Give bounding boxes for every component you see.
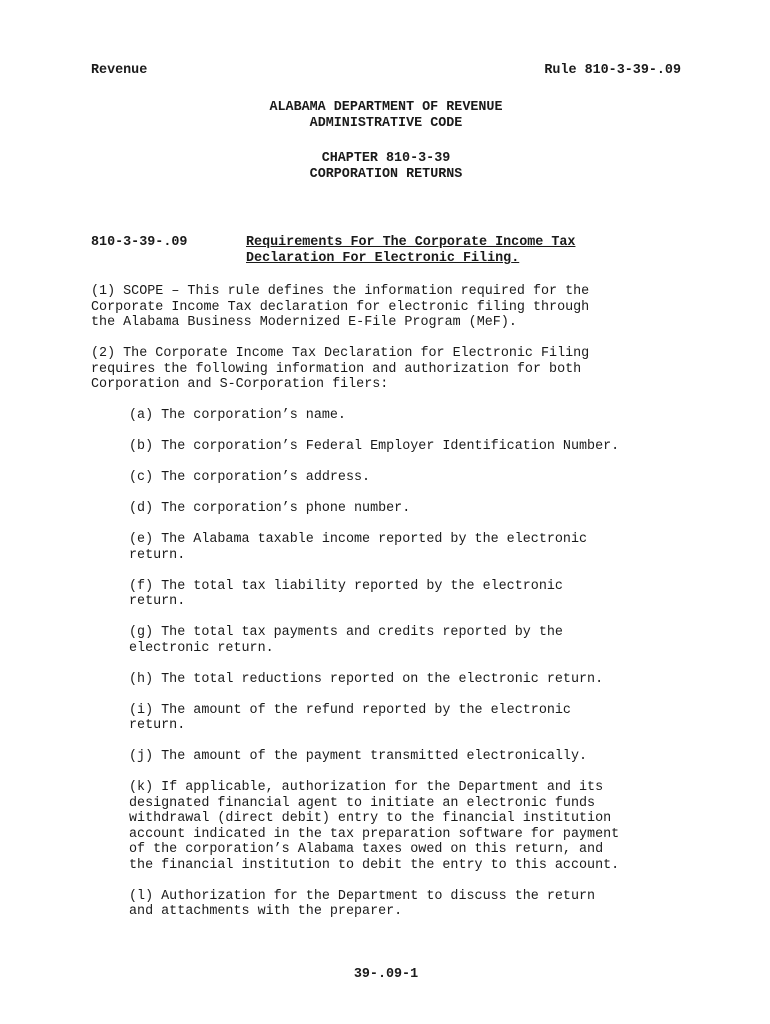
list-item-d: (d) The corporation’s phone number. xyxy=(129,501,411,516)
paragraph-scope: (1) SCOPE – This rule defines the information required for the Corporate Income Tax declaration for electronic filing through the Alabama Business Modernized E-File Program (MeF). xyxy=(91,284,590,330)
paragraph-requirements: (2) The Corporate Income Tax Declaration for Electronic Filing requires the following information and authorization for both Corporation and S-Corporation filers: xyxy=(91,346,590,392)
list-item-i: (i) The amount of the refund reported by the electronic return. xyxy=(129,702,571,733)
header-rule-number: Rule 810-3-39-.09 xyxy=(544,63,681,78)
rule-title-line2: Declaration For Electronic Filing xyxy=(246,251,512,266)
list-item-j: (j) The amount of the payment transmitted electronically. xyxy=(129,749,588,764)
chapter-number: CHAPTER 810-3-39 xyxy=(321,151,451,166)
list-item-h: (h) The total reductions reported on the electronic return. xyxy=(129,671,604,687)
rule-body xyxy=(91,284,691,935)
document-page xyxy=(91,0,681,1024)
list-item-k: (k) If applicable, authorization for the Department and its designated financial agent to initiate an electronic funds withdrawal (direct debit) entry to the financial institution account indicated in the tax preparation software for payment of the corporation’s Alabama taxes owed on this return, and the financial institution to debit the entry to this account. xyxy=(129,780,620,873)
list-item-l: (l) Authorization for the Department to discuss the return and attachments with the preparer. xyxy=(129,888,596,919)
agency-code-title: ADMINISTRATIVE CODE xyxy=(309,116,463,131)
rule-title: Requirements For The Corporate Income Tax Declaration For Electronic Filing. xyxy=(246,235,576,266)
agency-heading xyxy=(91,100,681,132)
page-number: 39-.09-1 xyxy=(353,967,419,982)
list-item-c: (c) The corporation’s address. xyxy=(129,470,371,485)
list-item-g: (g) The total tax payments and credits reported by the electronic return. xyxy=(129,625,563,656)
chapter-title: CORPORATION RETURNS xyxy=(309,167,463,182)
list-item-a: (a) The corporation’s name. xyxy=(129,408,346,423)
list-item-f: (f) The total tax liability reported by the electronic return. xyxy=(129,578,563,609)
chapter-heading xyxy=(91,151,681,183)
agency-name: ALABAMA DEPARTMENT OF REVENUE xyxy=(269,100,503,115)
list-item-e: (e) The Alabama taxable income reported by the electronic return. xyxy=(129,532,588,563)
rule-number: 810-3-39-.09 xyxy=(91,235,188,250)
running-header xyxy=(91,63,681,79)
list-item-b: (b) The corporation’s Federal Employer Identification Number. xyxy=(129,439,620,454)
page-footer xyxy=(91,967,681,983)
rule-title-line1: Requirements For The Corporate Income Tax xyxy=(246,235,576,250)
header-department: Revenue xyxy=(91,63,148,78)
